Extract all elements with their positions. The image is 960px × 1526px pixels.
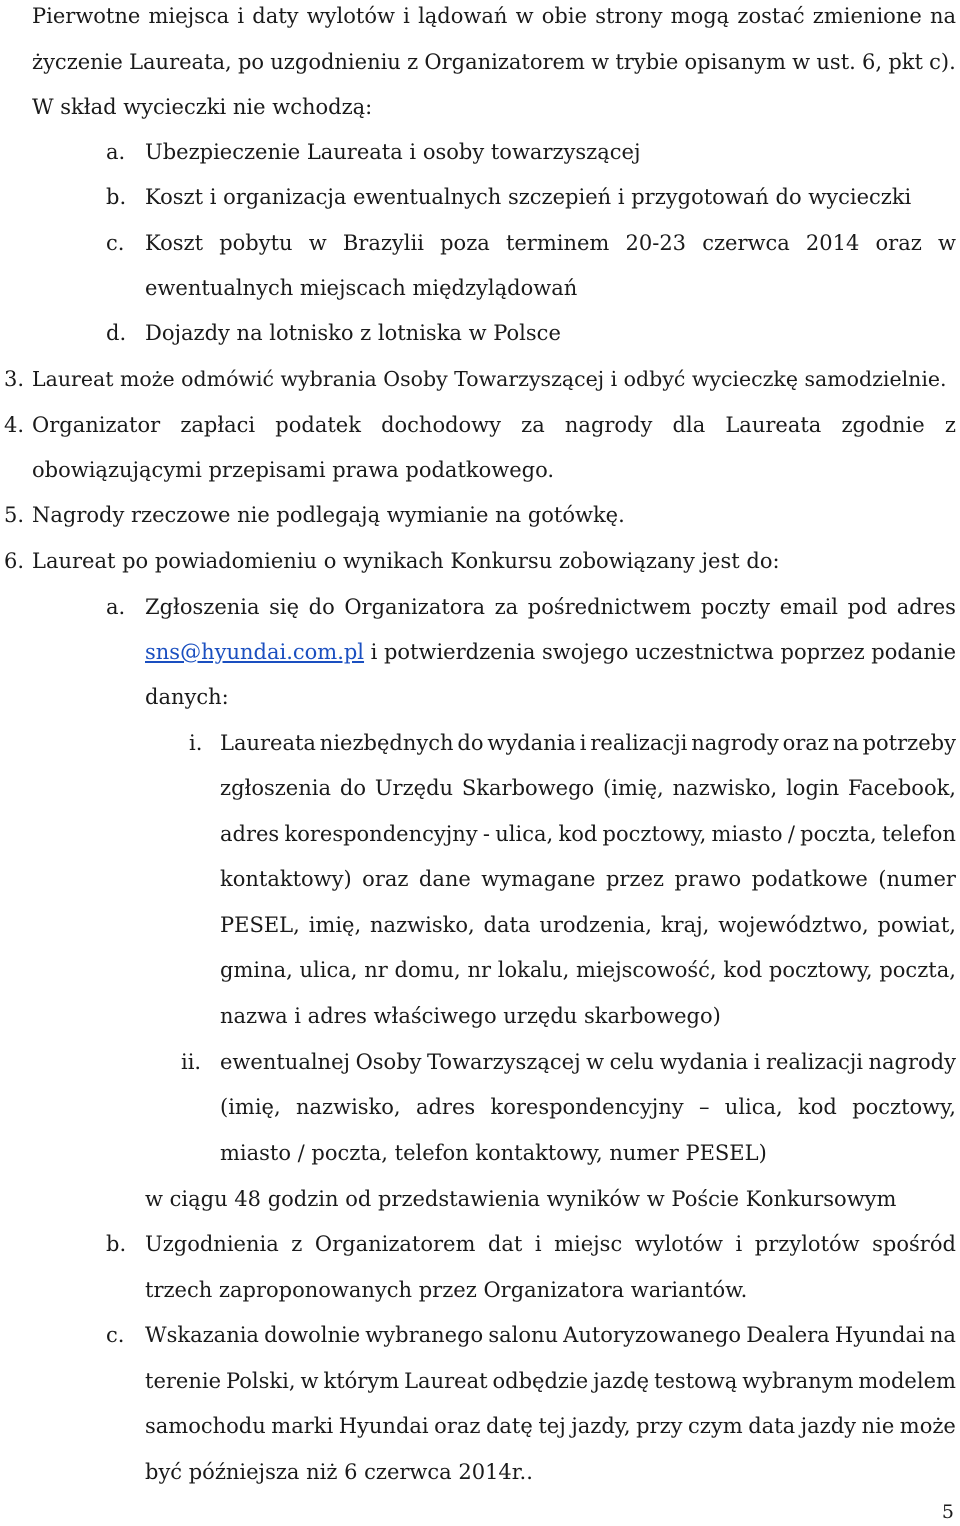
list-item-text: ewentualnych miejscach międzylądowań [145, 276, 578, 300]
word: na [929, 1323, 956, 1347]
roman-text: nazwa i adres właściwego urzędu skarbowego) [220, 1004, 721, 1028]
point-6c-line [0, 1366, 960, 1396]
word: email [779, 595, 839, 619]
word: poczty [700, 595, 771, 619]
word: poprzez [780, 640, 865, 664]
word: województwo, [718, 913, 869, 937]
word: w [308, 231, 327, 255]
word: Organizator [32, 413, 161, 437]
word: oraz [875, 231, 922, 255]
word: miasto [711, 822, 783, 846]
word: – [698, 1095, 710, 1119]
word: data [748, 1414, 796, 1438]
justified-line [145, 592, 956, 622]
point-6a [0, 592, 960, 622]
word: Osoby [355, 1050, 422, 1074]
word: kod [798, 1095, 837, 1119]
word: i [403, 4, 410, 28]
word: (imię, [220, 1095, 281, 1119]
word: nazwisko, [295, 1095, 401, 1119]
word: za [494, 595, 519, 619]
point-text: obowiązującymi przepisami prawa podatkowego. [32, 458, 555, 482]
list-item-text: trzech zaproponowanych przez Organizatora wariantów. [145, 1278, 748, 1302]
word: nagrody [691, 731, 779, 755]
roman-i-line [0, 819, 960, 849]
point-6a-email-line [0, 637, 960, 667]
roman-i-line [0, 864, 960, 894]
word: zgłoszenia [220, 776, 331, 800]
word: i [579, 731, 587, 755]
word: z [291, 1232, 303, 1256]
word: ulica, [724, 1095, 783, 1119]
word: adres [220, 822, 280, 846]
justified-line [220, 819, 956, 849]
point-6c-line [0, 1411, 960, 1441]
word: lokalu, [497, 958, 570, 982]
word: - [482, 822, 491, 846]
word: potwierdzenia [383, 640, 536, 664]
list-marker: c. [106, 1323, 125, 1347]
justified-line [145, 637, 956, 667]
point-marker: 3. [4, 367, 25, 391]
word: dane [418, 867, 471, 891]
word: nagrody [564, 413, 653, 437]
word: poza [440, 231, 490, 255]
word: pocztowy, [768, 958, 873, 982]
word: podanie [871, 640, 956, 664]
word: telefon [881, 822, 956, 846]
word: zapłaci [180, 413, 256, 437]
list-item-text: danych: [145, 685, 229, 709]
excluded-item-c-continued [0, 273, 960, 303]
justified-line [220, 1092, 956, 1122]
word: niezbędnych [319, 731, 454, 755]
excluded-item-b [0, 182, 960, 212]
word: na [832, 731, 859, 755]
word: data [483, 913, 531, 937]
list-marker: b. [106, 185, 127, 209]
word: daty [252, 4, 299, 28]
word: obie [541, 4, 587, 28]
word: pkt [888, 50, 923, 74]
word: zmienione [812, 4, 922, 28]
word: jazdy [800, 1414, 857, 1438]
word: i [753, 1050, 761, 1074]
justified-line [220, 773, 956, 803]
point-6a-line-3 [0, 682, 960, 712]
word: Uzgodnienia [145, 1232, 279, 1256]
word: oraz [362, 867, 409, 891]
list-marker: a. [106, 595, 126, 619]
word: nr [467, 958, 492, 982]
word: prawo [674, 867, 742, 891]
word: strony [595, 4, 663, 28]
justified-line [220, 1047, 956, 1077]
justified-line [145, 1411, 956, 1441]
word: powiat, [877, 913, 956, 937]
word: kontaktowy) [220, 867, 352, 891]
point-4 [0, 410, 960, 440]
word: PESEL, [220, 913, 300, 937]
word: przylotów [754, 1232, 860, 1256]
word: pocztowy, [852, 1095, 956, 1119]
point-text: Laureat po powiadomieniu o wynikach Konkursu zobowiązany jest do: [32, 549, 780, 573]
word: jazdę [593, 1369, 650, 1393]
word: w [937, 231, 956, 255]
point-marker: 5. [4, 503, 25, 527]
word: w [300, 1369, 319, 1393]
justified-line [145, 1229, 956, 1259]
word: datę [485, 1414, 533, 1438]
word: Hyundai [338, 1414, 429, 1438]
point-6 [0, 546, 960, 576]
deadline-text: w ciągu 48 godzin od przedstawienia wyników w Poście Konkursowym [145, 1187, 897, 1211]
word: oraz [434, 1414, 481, 1438]
word: podatek [275, 413, 361, 437]
word: Urzędu [374, 776, 454, 800]
excluded-item-a [0, 137, 960, 167]
word: swojego [541, 640, 629, 664]
excluded-item-c [0, 228, 960, 258]
point-6b-continued [0, 1275, 960, 1305]
point-3 [0, 364, 960, 394]
point-text: Laureat może odmówić wybrania Osoby Towarzyszącej i odbyć wycieczkę samodzielnie. [32, 367, 947, 391]
word: wybranym [742, 1369, 854, 1393]
word: celu [609, 1050, 655, 1074]
word: gmina, [220, 958, 293, 982]
point-6c [0, 1320, 960, 1350]
deadline-line [0, 1184, 960, 1214]
point-5 [0, 500, 960, 530]
word: korespondencyjny [490, 1095, 684, 1119]
roman-ii [0, 1047, 960, 1077]
word: jazdy, [571, 1414, 631, 1438]
justified-line [220, 910, 956, 940]
word: (imię, [603, 776, 664, 800]
list-marker: d. [106, 321, 127, 345]
word: Dealera [746, 1323, 830, 1347]
word: miejscowość, [576, 958, 717, 982]
list-item-text: być późniejsza niż 6 czerwca 2014r.. [145, 1460, 533, 1484]
word: opisanym [684, 50, 786, 74]
word: korespondencyjny [284, 822, 478, 846]
email-link[interactable]: sns@hyundai.com.pl [145, 640, 365, 664]
word: terminem [505, 231, 610, 255]
word: marki [271, 1414, 334, 1438]
justified-line [145, 228, 956, 258]
word: Skarbowego [461, 776, 595, 800]
word: ulica, [495, 822, 554, 846]
word: wylotów [306, 4, 395, 28]
word: Polski, [226, 1369, 296, 1393]
list-item-text: Dojazdy na lotnisko z lotniska w Polsce [145, 321, 561, 345]
word: i [370, 640, 378, 664]
word: Hyundai [834, 1323, 925, 1347]
word: 20-23 [625, 231, 687, 255]
word: się [269, 595, 300, 619]
list-marker: c. [106, 231, 125, 255]
roman-ii-line [0, 1092, 960, 1122]
word: Wskazania [145, 1323, 259, 1347]
justified-line [220, 864, 956, 894]
justified-line [145, 1366, 956, 1396]
word: Facebook, [848, 776, 956, 800]
word: urodzenia, [539, 913, 652, 937]
word: Zgłoszenia [145, 595, 260, 619]
point-marker: 6. [4, 549, 25, 573]
word: w [591, 50, 610, 74]
word: z [944, 413, 956, 437]
roman-text: miasto / poczta, telefon kontaktowy, numer PESEL) [220, 1141, 767, 1165]
word: terenie [145, 1369, 222, 1393]
word: czym [688, 1414, 743, 1438]
word: za [521, 413, 545, 437]
word: Organizatora [344, 595, 485, 619]
word: spośród [872, 1232, 956, 1256]
word: zgodnie [841, 413, 925, 437]
word: 2014 [805, 231, 860, 255]
word: zostać [737, 4, 805, 28]
word: wybranego [365, 1323, 484, 1347]
word: wydania [487, 731, 576, 755]
word: Laureata, [129, 50, 232, 74]
roman-i-line [0, 1001, 960, 1031]
justified-line [32, 1, 956, 31]
word: w [792, 50, 811, 74]
word: Organizatorem [314, 1232, 476, 1256]
word: pod [847, 595, 888, 619]
word: odbędzie [492, 1369, 589, 1393]
excluded-item-d [0, 318, 960, 348]
word: do [308, 595, 335, 619]
word: uczestnictwa [635, 640, 774, 664]
word: Laureata [220, 731, 316, 755]
word: 6, [862, 50, 883, 74]
word: przy [636, 1414, 683, 1438]
word: imię, [308, 913, 362, 937]
word: poczta, [879, 958, 956, 982]
word: trybie [615, 50, 679, 74]
intro-line-3 [0, 92, 960, 122]
word: potrzeby [862, 731, 956, 755]
list-marker: b. [106, 1232, 127, 1256]
word: pośrednictwem [527, 595, 692, 619]
word: uzgodnieniu [270, 50, 401, 74]
word: poczta, [800, 822, 877, 846]
word: domu, [394, 958, 461, 982]
word: życzenie [32, 50, 123, 74]
word: nagrody [868, 1050, 956, 1074]
word: tej [538, 1414, 566, 1438]
word: realizacji [765, 1050, 863, 1074]
word: adres [415, 1095, 476, 1119]
roman-ii-line [0, 1138, 960, 1168]
word: dowolnie [264, 1323, 361, 1347]
word: mogą [670, 4, 730, 28]
word: ust. [816, 50, 856, 74]
word: pobytu [219, 231, 293, 255]
word: samochodu [145, 1414, 266, 1438]
roman-i-line [0, 955, 960, 985]
word: login [786, 776, 840, 800]
word: Laureat [404, 1369, 488, 1393]
word: nie [861, 1414, 895, 1438]
word: Brazylii [342, 231, 424, 255]
word: na [929, 4, 956, 28]
point-6c-line [0, 1457, 960, 1487]
list-marker: a. [106, 140, 126, 164]
page-number: 5 [941, 1501, 954, 1523]
roman-marker: ii. [181, 1050, 202, 1074]
word: w [586, 1050, 605, 1074]
word: dat [487, 1232, 523, 1256]
word: kod [558, 822, 598, 846]
word: realizacji [590, 731, 688, 755]
word: dochodowy [381, 413, 502, 437]
word: w [515, 4, 534, 28]
word: wymagane [481, 867, 596, 891]
word: Pierwotne [32, 4, 141, 28]
word: Organizatorem [424, 50, 585, 74]
point-4-continued [0, 455, 960, 485]
word: po [237, 50, 265, 74]
word: ewentualnej [220, 1050, 351, 1074]
word: kraj, [660, 913, 710, 937]
word: i [237, 4, 245, 28]
word: c). [929, 50, 956, 74]
word: oraz [782, 731, 829, 755]
word: przez [605, 867, 664, 891]
justified-line [220, 728, 956, 758]
word: ulica, [299, 958, 358, 982]
list-item-text: Koszt i organizacja ewentualnych szczepień i przygotowań do wycieczki [145, 185, 912, 209]
word: dla [672, 413, 706, 437]
word: modelem [858, 1369, 956, 1393]
word: pocztowy, [602, 822, 707, 846]
word: testową [654, 1369, 738, 1393]
word: / [787, 822, 795, 846]
word: którym [323, 1369, 400, 1393]
intro-line-1 [0, 1, 960, 31]
intro-line-2 [0, 47, 960, 77]
word: salonu [488, 1323, 559, 1347]
word: czerwca [702, 231, 790, 255]
word: wydania [659, 1050, 749, 1074]
word: (numer [878, 867, 956, 891]
word: nazwisko, [672, 776, 778, 800]
word: może [899, 1414, 956, 1438]
word: Laureata [725, 413, 822, 437]
word: nr [364, 958, 388, 982]
word: do [457, 731, 484, 755]
word: Towarzyszącej [427, 1050, 581, 1074]
roman-i-line [0, 910, 960, 940]
justified-line [32, 410, 956, 440]
point-marker: 4. [4, 413, 25, 437]
word: Koszt [145, 231, 204, 255]
list-item-text: Ubezpieczenie Laureata i osoby towarzyszącej [145, 140, 641, 164]
excluded-heading: W skład wycieczki nie wchodzą: [32, 95, 373, 119]
word: Autoryzowanego [563, 1323, 742, 1347]
word: adres [896, 595, 956, 619]
word: wylotów [634, 1232, 724, 1256]
roman-marker: i. [189, 731, 203, 755]
word: i [735, 1232, 743, 1256]
word: nazwisko, [370, 913, 475, 937]
point-6b [0, 1229, 960, 1259]
justified-line [145, 1320, 956, 1350]
roman-i [0, 728, 960, 758]
roman-i-line [0, 773, 960, 803]
word: z [407, 50, 419, 74]
word: i [534, 1232, 542, 1256]
justified-line [220, 955, 956, 985]
word: podatkowe [751, 867, 868, 891]
word: miejsca [148, 4, 230, 28]
word: miejsc [554, 1232, 623, 1256]
point-text: Nagrody rzeczowe nie podlegają wymianie na gotówkę. [32, 503, 625, 527]
justified-line [32, 47, 956, 77]
word: lądowań [418, 4, 508, 28]
word: do [339, 776, 366, 800]
word: kod [723, 958, 763, 982]
